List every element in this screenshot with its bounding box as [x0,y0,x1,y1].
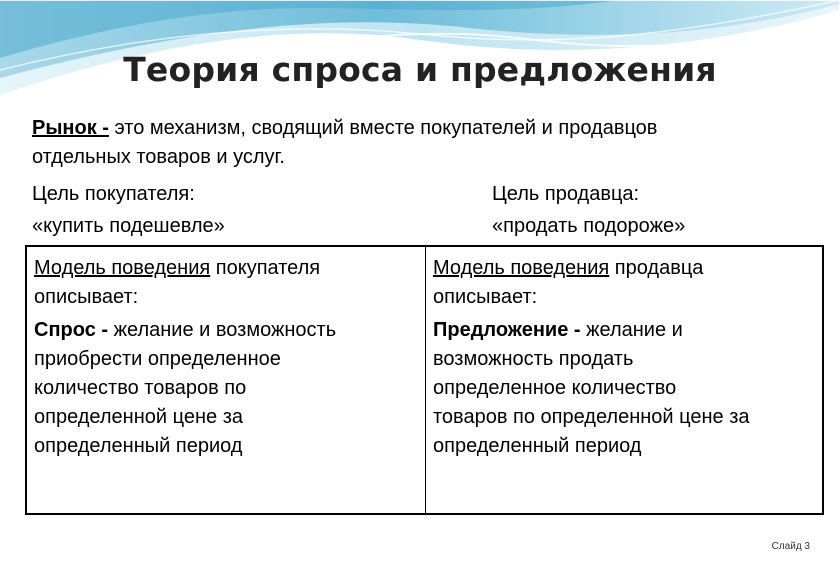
demand-line-3: определенной цене за [34,406,243,428]
definition-term: Рынок - [32,117,109,139]
supply-line-2: определенное количество [433,377,677,399]
seller-goal-value: «продать подороже» [492,215,686,237]
seller-model-rest: продавца [614,257,704,279]
buyer-goal-value: «купить подешевле» [32,215,225,237]
demand-line-0: желание и возможность [113,319,337,341]
comparison-table [25,245,824,515]
table-divider [425,247,426,513]
seller-goal-label: Цель продавца: [492,183,640,205]
page-title: Теория спроса и предложения [123,50,717,89]
supply-line-3: товаров по определенной цене за [433,406,750,428]
supply-term: Предложение - [433,319,581,341]
supply-line-1: возможность продать [433,348,634,370]
slide-number: Слайд 3 [771,541,810,552]
buyer-model-cell [34,254,419,461]
buyer-model-label: Модель поведения [34,257,211,279]
demand-line-1: приобрести определенное [34,348,281,370]
demand-line-2: количество товаров по [34,377,247,399]
buyer-goal-label: Цель покупателя: [32,183,195,205]
supply-line-0: желание и [586,319,683,341]
seller-describes: описывает: [433,286,538,308]
buyer-describes: описывает: [34,286,139,308]
buyer-model-rest: покупателя [215,257,321,279]
seller-model-cell [433,254,823,461]
demand-line-4: определенный период [34,435,243,457]
definition-line-2: отдельных товаров и услуг. [32,146,285,168]
supply-line-4: определенный период [433,435,642,457]
demand-term: Спрос - [34,319,109,341]
definition-text-1: это механизм, сводящий вместе покупателей и продавцов [114,117,658,139]
seller-model-label: Модель поведения [433,257,610,279]
definition-line-1 [32,114,657,143]
